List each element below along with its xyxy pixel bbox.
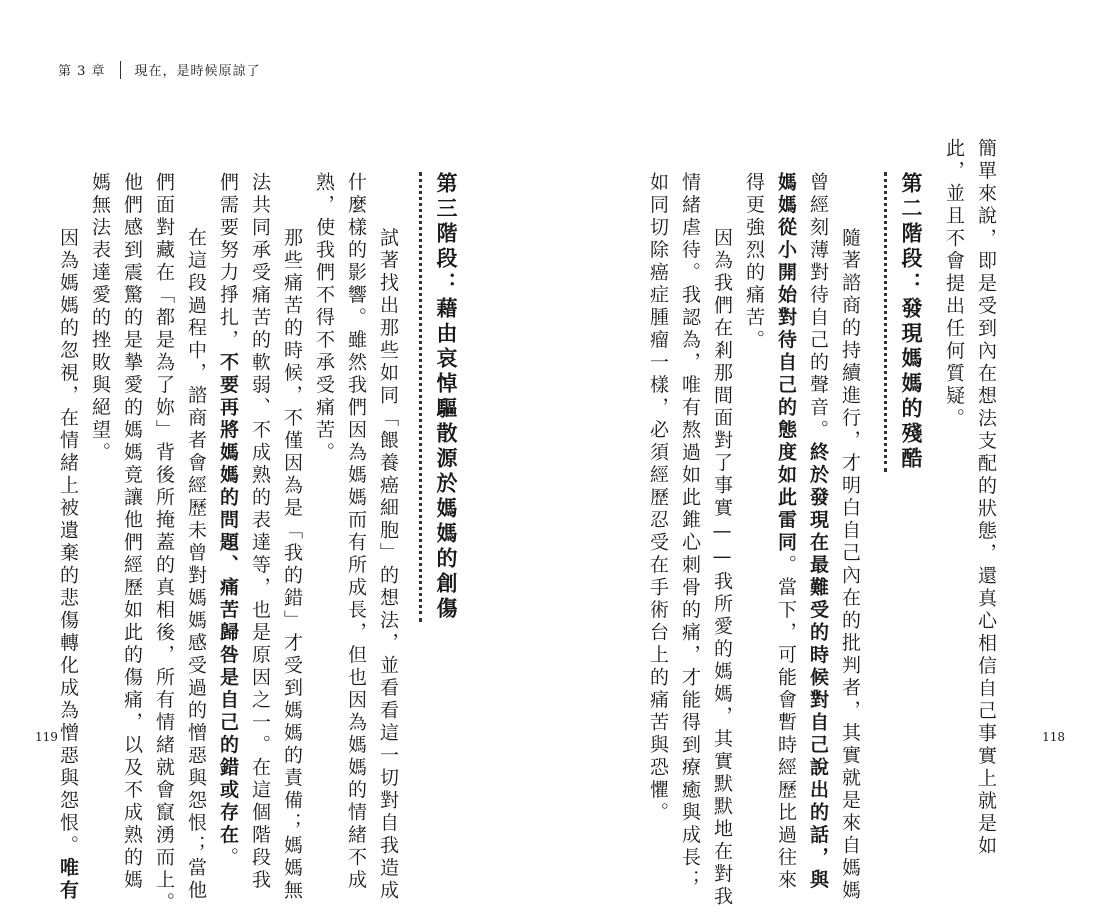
chapter-label: 第 3 章: [58, 64, 106, 79]
body-column: 在這段過程中，諮商者會經歷未曾對媽媽感受過的憎惡與怨恨；當他: [185, 205, 207, 903]
body-column: 媽媽從小開始對待自己的態度如此雷同。當下，可能會暫時經歷比過往來: [775, 172, 797, 892]
body-column: 他們感到震驚的是摯愛的媽媽竟讓他們經歷如此的傷痛，以及不成熟的媽: [121, 172, 143, 892]
body-column: 熟，使我們不得不承受痛苦。: [313, 172, 335, 465]
body-column: 因為我們在剎那間面對了事實——我所愛的媽媽，其實默默地在對我: [711, 205, 733, 909]
body-column: 情緒虐待。我認為，唯有熬過如此錐心刺骨的痛，才能得到療癒與成長；: [679, 172, 701, 892]
body-column: 那些痛苦的時候，不僅因為是「我的錯」才受到媽媽的責備；媽媽無: [281, 205, 303, 903]
body-column: 簡單來說，即是受到內在想法支配的狀態，還真心相信自己事實上就是如: [975, 138, 997, 858]
body-column: 如同切除癌症腫瘤一樣，必須經歷忍受在手術台上的痛苦與恐懼。: [647, 172, 669, 825]
header-divider: [120, 61, 121, 79]
right-page: [550, 0, 1100, 909]
page-number-right: 118: [1042, 730, 1065, 744]
chapter-title: 現在，是時候原諒了: [134, 64, 261, 79]
body-column: 們面對藏在「都是為了妳」背後所掩蓋的真相後，所有情緒就會竄湧而上。: [153, 172, 175, 915]
heading-text: 第二階段：發現媽媽的殘酷: [899, 172, 923, 472]
body-column: 隨著諮商的持續進行，才明白自己內在的批判者，其實就是來自媽媽: [839, 205, 861, 903]
section-heading-stage-3: [425, 172, 461, 622]
body-column: 們需要努力掙扎，不要再將媽媽的問題、痛苦歸咎是自己的錯或存在。: [217, 172, 239, 870]
body-column: 什麼樣的影響。雖然我們因為媽媽而有所成長，但也因為媽媽的情緒不成: [345, 172, 367, 892]
body-column: 此，並且不會提出任何質疑。: [943, 138, 965, 431]
body-column: 因為媽媽的忽視，在情緒上被遺棄的悲傷轉化成為憎惡與怨恨。唯有: [57, 205, 79, 903]
heading-text: 第三階段：藉由哀悼驅散源於媽媽的創傷: [434, 172, 458, 622]
body-column: 曾經刻薄對待自己的聲音。終於發現在最難受的時候對自己說出的話，與: [807, 172, 829, 892]
body-column: 法共同承受痛苦的軟弱、不成熟的表達等，也是原因之一。在這個階段我: [249, 172, 271, 892]
heading-dotted-rule: [419, 172, 422, 622]
running-header: [58, 60, 261, 79]
section-heading-stage-2: [890, 172, 926, 472]
body-column: 得更強烈的痛苦。: [743, 172, 765, 352]
body-column: 試著找出那些如同「餵養癌細胞」的想法，並看看這一切對自我造成: [377, 205, 399, 903]
body-column: 媽無法表達愛的挫敗與絕望。: [89, 172, 111, 465]
page-number-left: 119: [35, 730, 58, 744]
heading-dotted-rule: [884, 172, 887, 472]
